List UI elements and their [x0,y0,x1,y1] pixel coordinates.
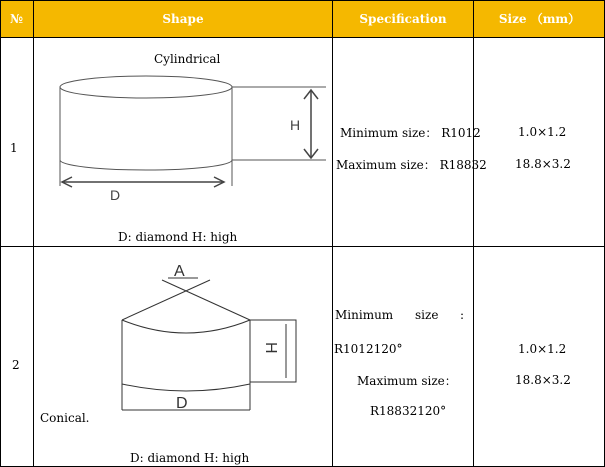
header-shape: Shape [34,0,332,37]
spec-maximum-label: Maximum size： [357,374,457,388]
grid-line [0,37,605,38]
cone-diagram-icon [100,258,310,416]
row-number: 1 [10,141,18,155]
height-label: H [290,117,301,133]
grid-line [332,0,333,467]
header-size: Size （mm） [474,0,605,37]
spec-minimum-word: Minimum [335,308,394,322]
header-number: № [0,0,33,37]
grid-line [33,0,34,467]
shape-caption: D: diamond H: high [118,230,238,244]
shape-title: Conical. [40,411,90,425]
diameter-label: D [176,395,188,412]
size-minimum: 1.0×1.2 [518,342,567,356]
grid-line [0,246,605,247]
spec-minimum: Minimum size： R1012 [340,126,481,140]
grid-line [0,0,605,1]
size-maximum: 18.8×3.2 [515,157,571,171]
diameter-label: D [110,187,121,203]
spec-minimum-colon: : [460,308,465,322]
size-maximum: 18.8×3.2 [515,373,571,387]
spec-minimum-word: size [415,308,439,322]
cylinder-diagram-icon [34,72,332,210]
angle-label: A [174,263,185,280]
shape-caption: D: diamond H: high [130,451,250,465]
spec-maximum: Maximum size： R18832 [336,158,487,172]
header-specification: Specification [333,0,473,37]
grid-line [0,0,1,467]
spec-minimum-value: R1012120° [334,342,403,356]
spec-maximum-value: R18832120° [370,404,447,418]
row-number: 2 [12,358,20,372]
size-minimum: 1.0×1.2 [518,125,567,139]
height-label: H [262,342,279,354]
grid-line [473,0,474,467]
shape-title: Cylindrical [154,52,221,66]
